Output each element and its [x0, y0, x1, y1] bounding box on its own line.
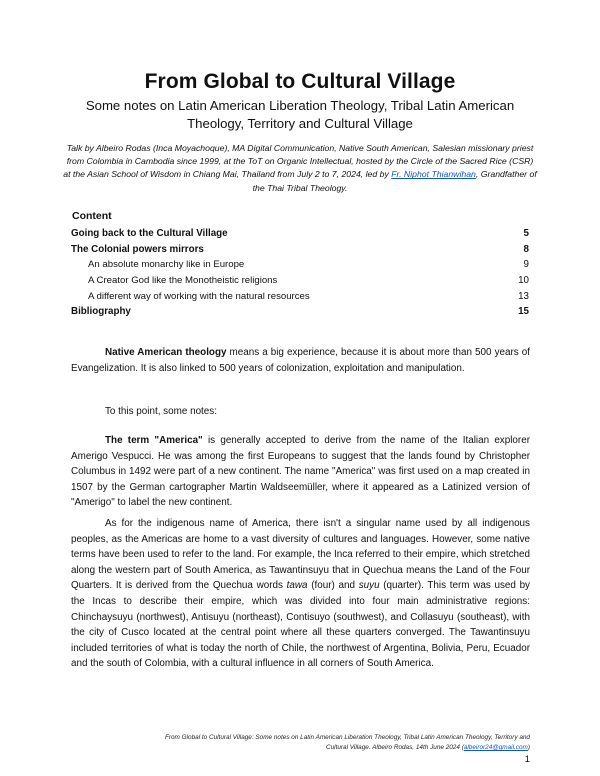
footer-text-end: ) [527, 744, 530, 751]
page-number: 1 [524, 754, 530, 765]
toc-entry-going-back[interactable] [71, 226, 529, 242]
paragraph-native-theology [71, 345, 530, 376]
document-title: From Global to Cultural Village [144, 70, 456, 93]
paragraph-text: (quarter). This term was used by the Incas to describe their empire, which was divided into four main administrative regions: Chinchaysuyu (northwest), Antisuyu (northeast), Contisuyo (southwest), and Collasuyu (southeast), with the city of Cusco located at the central point where all these quarters converged. The Tawantinsuyu included territories of what is today the north of Chile, the northwest of Argentina, Bolivia, Peru, Ecuador and the south of Colombia, with a cultural influence in all corners of South America. [71, 580, 530, 670]
toc-entry-label: An absolute monarchy like in Europe [88, 259, 245, 271]
toc-entry-natural-resources[interactable] [71, 289, 529, 305]
paragraph-bold-lead: The term "America" [105, 435, 203, 446]
toc-heading: Content [72, 210, 112, 222]
toc-entry-label: A Creator God like the Monotheistic religions [88, 275, 278, 287]
toc-entry-page: 15 [518, 306, 529, 318]
toc-entry-label: A different way of working with the natural resources [88, 290, 310, 302]
toc-entry-label: The Colonial powers mirrors [71, 243, 204, 255]
author-link[interactable]: Fr. Niphot Thianwihan [391, 169, 476, 180]
toc-entry-bibliography[interactable] [71, 304, 529, 320]
toc-entry-label: Bibliography [71, 306, 131, 318]
paragraph-text: means a big experience, because it is about more than 500 years of Evangelization. It is also linked to 500 years of colonization, exploitation and manipulation. [71, 347, 530, 374]
quechua-word-suyu: suyu [358, 580, 380, 592]
toc-entry-absolute-monarchy[interactable] [71, 257, 529, 273]
footer-line-2 [60, 743, 530, 753]
page-footer [60, 733, 530, 753]
document-subtitle: Some notes on Latin American Liberation Theology, Tribal Latin American Theology, Territory and Cultural Village [85, 98, 515, 131]
paragraph-notes-intro: To this point, some notes: [105, 406, 217, 417]
paragraph-text: is generally accepted to derive from the name of the Italian explorer Amerigo Vespucci. He was among the first Europeans to suggest that the lands found by Christopher Columbus in 1492 were part of a new continent. The name "America" was first used on a map created in 1507 by the German cartographer Martin Waldseemüller, where it appeared as a Latinized version of "Amerigo" to label the new continent. [71, 435, 530, 509]
toc-entry-page: 5 [523, 228, 529, 239]
footer-text: Cultural Village. Albeiro Rodas, 14th June 2024 ( [325, 744, 464, 751]
paragraph-text: (four) and [307, 580, 359, 592]
paragraph-term-america [71, 433, 530, 511]
footer-line-1: From Global to Cultural Village: Some notes on Latin American Liberation Theology, Tribal Latin American Theology, Territory and [164, 734, 530, 741]
toc-entry-page: 9 [523, 259, 529, 271]
paragraph-indigenous-name [71, 516, 530, 672]
email-link[interactable]: albeiror24@gmail.com [463, 744, 528, 751]
paragraph-text: As for the indigenous name of America, there isn't a singular name used by all indigenous peoples, as the Americas are home to a vast diversity of cultures and languages. However, some native terms have been used to refer to the land. For example, the Inca referred to their empire, which stretched along the western part of South America, as Tawantinsuyu that in Quechua means the Land of the Four Quarters. It is derived from the Quechua words [71, 518, 530, 592]
table-of-contents [71, 226, 529, 320]
paragraph-bold-lead: Native American theology [105, 347, 227, 358]
toc-entry-creator-god[interactable] [71, 273, 529, 289]
talk-description [62, 142, 538, 195]
toc-entry-page: 8 [523, 243, 529, 255]
toc-entry-page: 13 [518, 290, 529, 302]
toc-entry-colonial-powers[interactable] [71, 242, 529, 258]
talk-text-end: , Grandfather of the Thai Tribal Theology. [252, 169, 537, 193]
talk-text-start: Talk by Albeiro Rodas (Inca Moyachoque), MA Digital Communication, Native South American, Salesian missionary priest from Colombia in Cambodia since 1999, at the ToT on Organic Intellectual, hosted by the Circle of the Sacred Rice (CSR) at the Asian School of Wisdom in Chiang Mai, Thailand from July 2 to 7, 2024, led by [63, 143, 534, 180]
quechua-word-tawa: tawa [286, 580, 308, 592]
toc-entry-page: 10 [518, 275, 529, 287]
toc-entry-label: Going back to the Cultural Village [71, 228, 228, 239]
